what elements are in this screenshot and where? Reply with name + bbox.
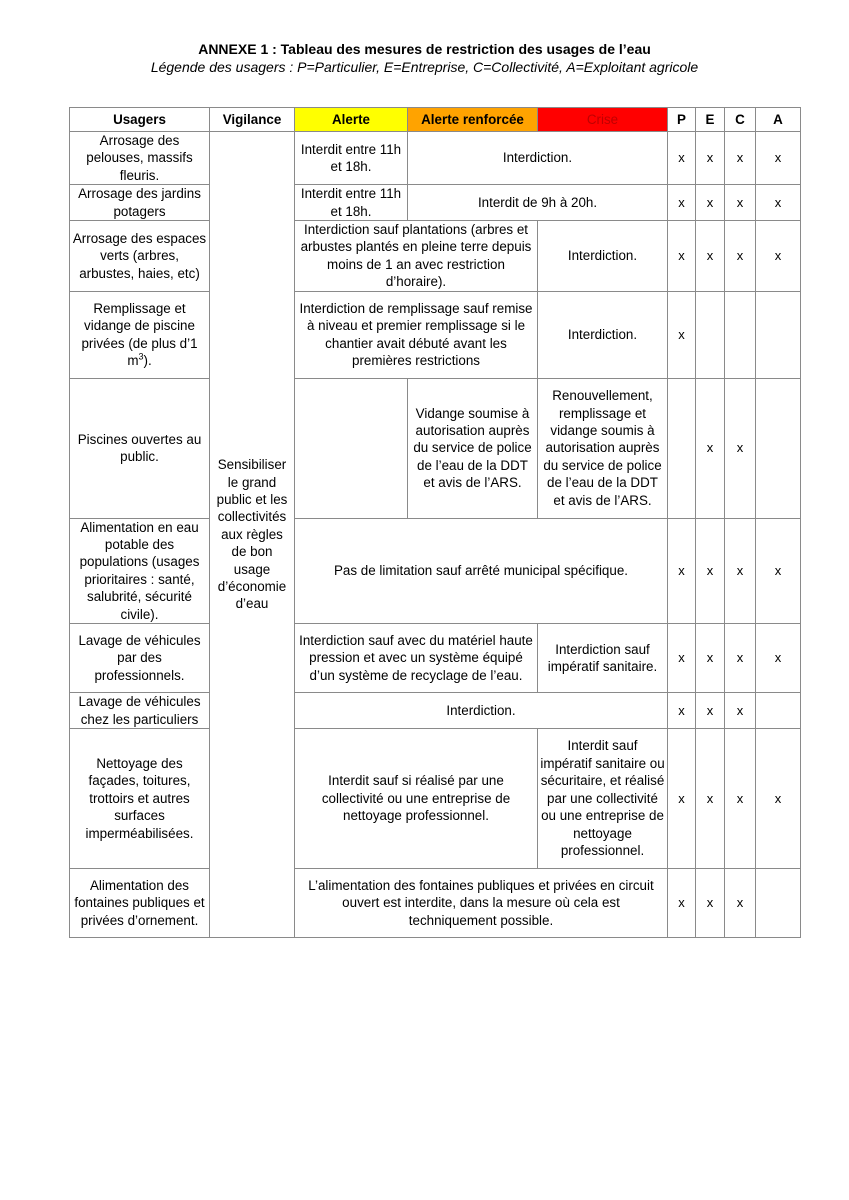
c-mark xyxy=(725,291,756,378)
table-row xyxy=(70,132,801,185)
c-mark: x xyxy=(725,185,756,221)
header-alerte-renforcee: Alerte renforcée xyxy=(408,108,538,132)
crise-cell: Renouvellement, remplissage et vidange soumis à autorisation auprès du service de police de l’eau de la DDT et avis de l’ARS. xyxy=(538,378,668,518)
header-row xyxy=(70,108,801,132)
usage-cell: Arrosage des jardins potagers xyxy=(70,185,210,221)
usage-text-end: ). xyxy=(143,353,152,369)
c-mark: x xyxy=(725,693,756,729)
e-mark: x xyxy=(696,221,725,292)
a-mark xyxy=(756,378,801,518)
usage-superscript: 3 xyxy=(138,351,144,362)
header-a: A xyxy=(756,108,801,132)
c-mark: x xyxy=(725,378,756,518)
alerte-cell: Interdit entre 11h et 18h. xyxy=(295,185,408,221)
renf-crise-cell: Interdit de 9h à 20h. xyxy=(408,185,668,221)
e-mark: x xyxy=(696,132,725,185)
e-mark: x xyxy=(696,518,725,623)
header-usagers: Usagers xyxy=(70,108,210,132)
header-alerte: Alerte xyxy=(295,108,408,132)
alerte-renf-cell: Interdiction sauf plantations (arbres et arbustes plantés en pleine terre depuis moins de 1 an avec restriction d’horaire). xyxy=(295,221,538,292)
table-row xyxy=(70,185,801,221)
table-row xyxy=(70,518,801,623)
p-mark: x xyxy=(668,518,696,623)
a-mark xyxy=(756,868,801,937)
alerte-renf-cell: Interdiction sauf avec du matériel haute pression et avec un système équipé d’un système de recyclage de l’eau. xyxy=(295,624,538,693)
alerte-renf-cell: Interdiction de remplissage sauf remise à niveau et premier remplissage si le chantier avait débuté avant les premières restrictions xyxy=(295,291,538,378)
all-levels-cell: L’alimentation des fontaines publiques et privées en circuit ouvert est interdite, dans la mesure où cela est techniquement possible. xyxy=(295,868,668,937)
table-row xyxy=(70,693,801,729)
restrictions-table xyxy=(69,107,801,938)
e-mark: x xyxy=(696,378,725,518)
a-mark: x xyxy=(756,132,801,185)
crise-cell: Interdiction. xyxy=(538,291,668,378)
table-row xyxy=(70,868,801,937)
usage-cell: Nettoyage des façades, toitures, trottoirs et autres surfaces imperméabilisées. xyxy=(70,728,210,868)
header-c: C xyxy=(725,108,756,132)
e-mark xyxy=(696,291,725,378)
usage-cell: Alimentation des fontaines publiques et privées d’ornement. xyxy=(70,868,210,937)
table-row xyxy=(70,221,801,292)
usage-cell xyxy=(70,291,210,378)
legend-text: Légende des usagers : P=Particulier, E=Entreprise, C=Collectivité, A=Exploitant agricole xyxy=(150,59,699,75)
table-row xyxy=(70,378,801,518)
crise-cell: Interdit sauf impératif sanitaire ou sécuritaire, et réalisé par une collectivité ou une entreprise de nettoyage professionnel. xyxy=(538,728,668,868)
p-mark: x xyxy=(668,185,696,221)
alerte-renf-cell: Interdit sauf si réalisé par une collectivité ou une entreprise de nettoyage professionnel. xyxy=(295,728,538,868)
c-mark: x xyxy=(725,518,756,623)
header-vigilance: Vigilance xyxy=(210,108,295,132)
p-mark: x xyxy=(668,868,696,937)
e-mark: x xyxy=(696,624,725,693)
p-mark: x xyxy=(668,728,696,868)
table-row xyxy=(70,728,801,868)
header-crise: Crise xyxy=(538,108,668,132)
usage-cell: Lavage de véhicules par des professionnels. xyxy=(70,624,210,693)
crise-cell: Interdiction sauf impératif sanitaire. xyxy=(538,624,668,693)
a-mark xyxy=(756,291,801,378)
c-mark: x xyxy=(725,624,756,693)
table-row xyxy=(70,624,801,693)
all-levels-cell: Interdiction. xyxy=(295,693,668,729)
e-mark: x xyxy=(696,868,725,937)
a-mark: x xyxy=(756,728,801,868)
p-mark: x xyxy=(668,624,696,693)
p-mark: x xyxy=(668,291,696,378)
c-mark: x xyxy=(725,868,756,937)
table-row xyxy=(70,291,801,378)
a-mark xyxy=(756,693,801,729)
crise-cell: Interdiction. xyxy=(538,221,668,292)
c-mark: x xyxy=(725,132,756,185)
a-mark: x xyxy=(756,185,801,221)
usage-cell: Alimentation en eau potable des populations (usages prioritaires : santé, salubrité, sécurité civile). xyxy=(70,518,210,623)
c-mark: x xyxy=(725,728,756,868)
usage-text: Remplissage et vidange de piscine privées (de plus d’1 m xyxy=(81,300,198,369)
alerte-cell: Interdit entre 11h et 18h. xyxy=(295,132,408,185)
p-mark: x xyxy=(668,221,696,292)
renf-crise-cell: Interdiction. xyxy=(408,132,668,185)
header-e: E xyxy=(696,108,725,132)
usage-cell: Piscines ouvertes au public. xyxy=(70,378,210,518)
p-mark: x xyxy=(668,132,696,185)
usage-cell: Arrosage des pelouses, massifs fleuris. xyxy=(70,132,210,185)
a-mark: x xyxy=(756,518,801,623)
page-title: ANNEXE 1 : Tableau des mesures de restriction des usages de l’eau xyxy=(198,41,651,57)
a-mark: x xyxy=(756,221,801,292)
e-mark: x xyxy=(696,728,725,868)
alerte-cell xyxy=(295,378,408,518)
p-mark: x xyxy=(668,693,696,729)
renf-cell: Vidange soumise à autorisation auprès du service de police de l’eau de la DDT et avis de l’ARS. xyxy=(408,378,538,518)
a-mark: x xyxy=(756,624,801,693)
usage-cell: Arrosage des espaces verts (arbres, arbustes, haies, etc) xyxy=(70,221,210,292)
p-mark xyxy=(668,378,696,518)
usage-cell: Lavage de véhicules chez les particuliers xyxy=(70,693,210,729)
page-header xyxy=(0,40,849,76)
c-mark: x xyxy=(725,221,756,292)
e-mark: x xyxy=(696,185,725,221)
e-mark: x xyxy=(696,693,725,729)
header-p: P xyxy=(668,108,696,132)
vigilance-cell: Sensibiliser le grand public et les collectivités aux règles de bon usage d’économie d’eau xyxy=(210,132,295,938)
all-levels-cell: Pas de limitation sauf arrêté municipal spécifique. xyxy=(295,518,668,623)
